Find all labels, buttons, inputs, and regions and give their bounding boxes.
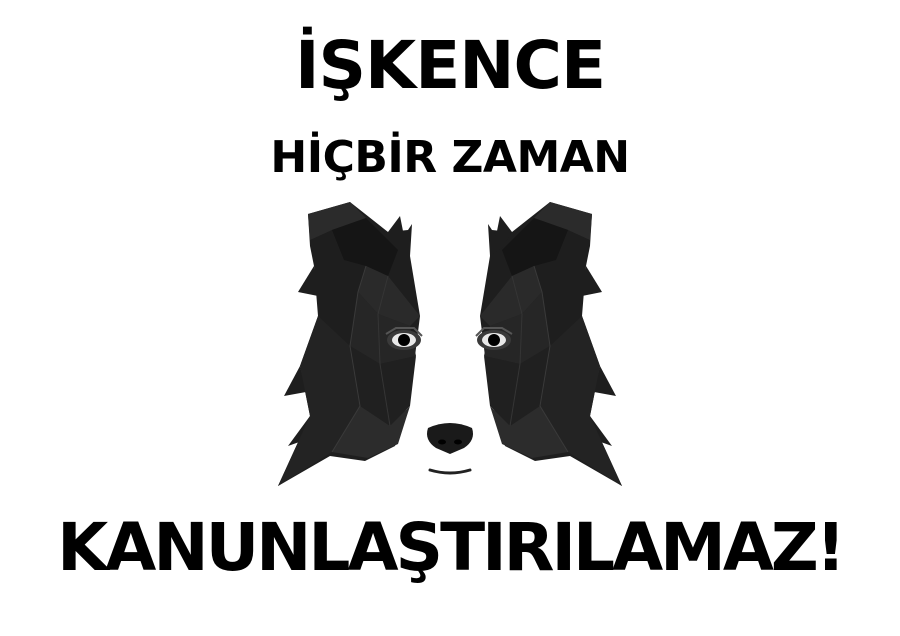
dog-right-side: [476, 202, 622, 486]
dog-left-eye: [386, 328, 422, 350]
dog-face-icon: [270, 196, 630, 496]
dog-right-eye: [476, 328, 512, 350]
headline-text: İŞKENCE: [294, 27, 606, 104]
subheadline-text: HİÇBİR ZAMAN: [270, 132, 630, 183]
footer-text: KANUNLAŞTIRILAMAZ!: [57, 509, 843, 586]
dog-nose: [427, 423, 473, 454]
dog-left-side: [278, 202, 422, 486]
dog-mouth: [430, 470, 470, 473]
